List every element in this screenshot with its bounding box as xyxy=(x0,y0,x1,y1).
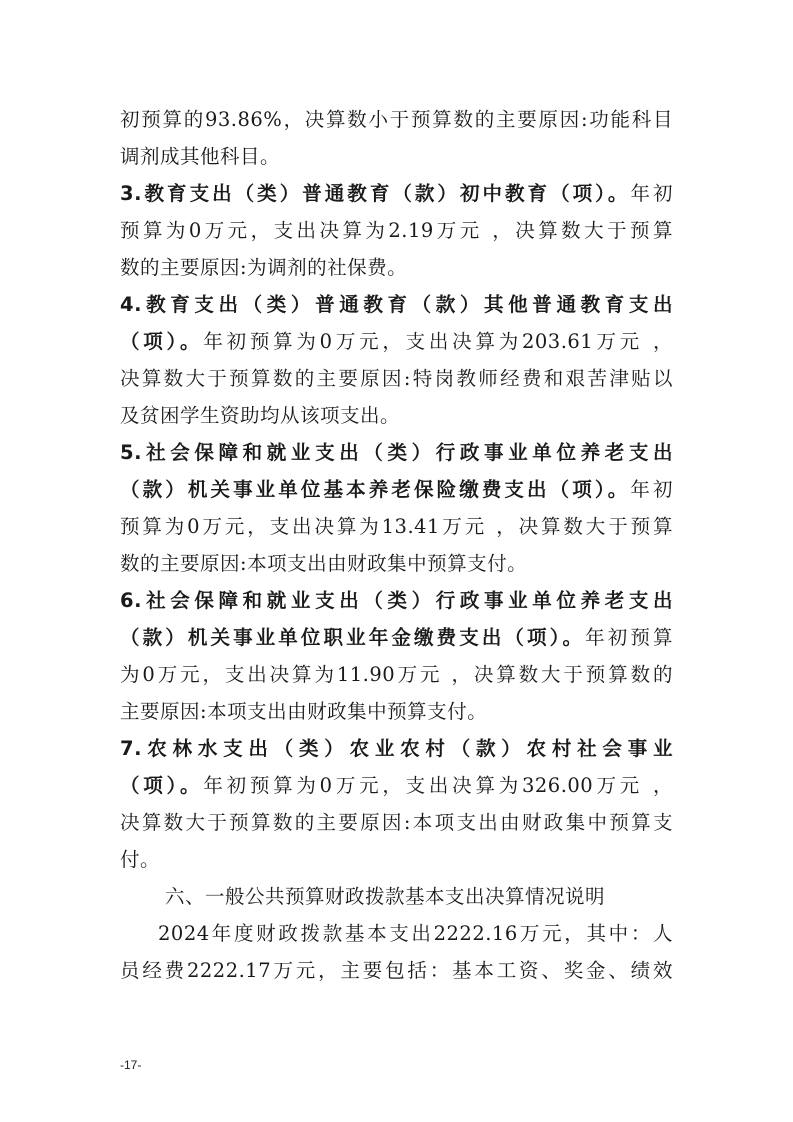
text-line: 付。 xyxy=(120,848,161,871)
text-line: 决算数大于预算数的主要原因:本项支出由财政集中预算支 xyxy=(120,811,673,834)
text-line: 初预算的93.86%，决算数小于预算数的主要原因:功能科目 xyxy=(120,108,673,131)
text-line: 及贫困学生资助均从该项支出。 xyxy=(120,404,401,427)
text-line: 数的主要原因:本项支出由财政集中预算支付。 xyxy=(120,552,528,575)
text-line: （项）。年初预算为0万元，支出决算为326.00万元 ， xyxy=(120,774,673,797)
text-line: 数的主要原因:为调剂的社保费。 xyxy=(120,256,408,279)
item-heading-6: 6.社会保障和就业支出（类）行政事业单位养老支出 xyxy=(120,589,673,612)
text-line: 主要原因:本项支出由财政集中预算支付。 xyxy=(120,700,488,723)
text-line: 预算为0万元，支出决算为13.41万元 ，决算数大于预算 xyxy=(120,515,673,538)
item-heading-7: 7.农林水支出（类）农业农村（款）农村社会事业 xyxy=(120,737,673,760)
page-number: -17- xyxy=(120,1058,142,1072)
section-heading: 六、一般公共预算财政拨款基本支出决算情况说明 xyxy=(165,885,606,908)
item-heading-3: 3.教育支出（类）普通教育（款）初中教育（项）。年初 xyxy=(120,182,673,205)
text-line: 预算为0万元，支出决算为2.19万元 ，决算数大于预算 xyxy=(120,219,673,242)
text-line: 2024年度财政拨款基本支出2222.16万元，其中：人 xyxy=(158,922,673,945)
item-heading-4: 4.教育支出（类）普通教育（款）其他普通教育支出 xyxy=(120,293,673,316)
text-line: 调剂成其他科目。 xyxy=(120,145,281,168)
text-line: 决算数大于预算数的主要原因:特岗教师经费和艰苦津贴以 xyxy=(120,367,673,390)
text-line: （款）机关事业单位职业年金缴费支出（项）。年初预算 xyxy=(120,626,673,649)
text-line: （项）。年初预算为0万元，支出决算为203.61万元 ， xyxy=(120,330,673,353)
text-line: （款）机关事业单位基本养老保险缴费支出（项）。年初 xyxy=(120,478,673,501)
item-heading-5: 5.社会保障和就业支出（类）行政事业单位养老支出 xyxy=(120,441,673,464)
text-line: 为0万元，支出决算为11.90万元 ，决算数大于预算数的 xyxy=(120,663,673,686)
text-line: 员经费2222.17万元，主要包括：基本工资、奖金、绩效 xyxy=(120,959,673,982)
